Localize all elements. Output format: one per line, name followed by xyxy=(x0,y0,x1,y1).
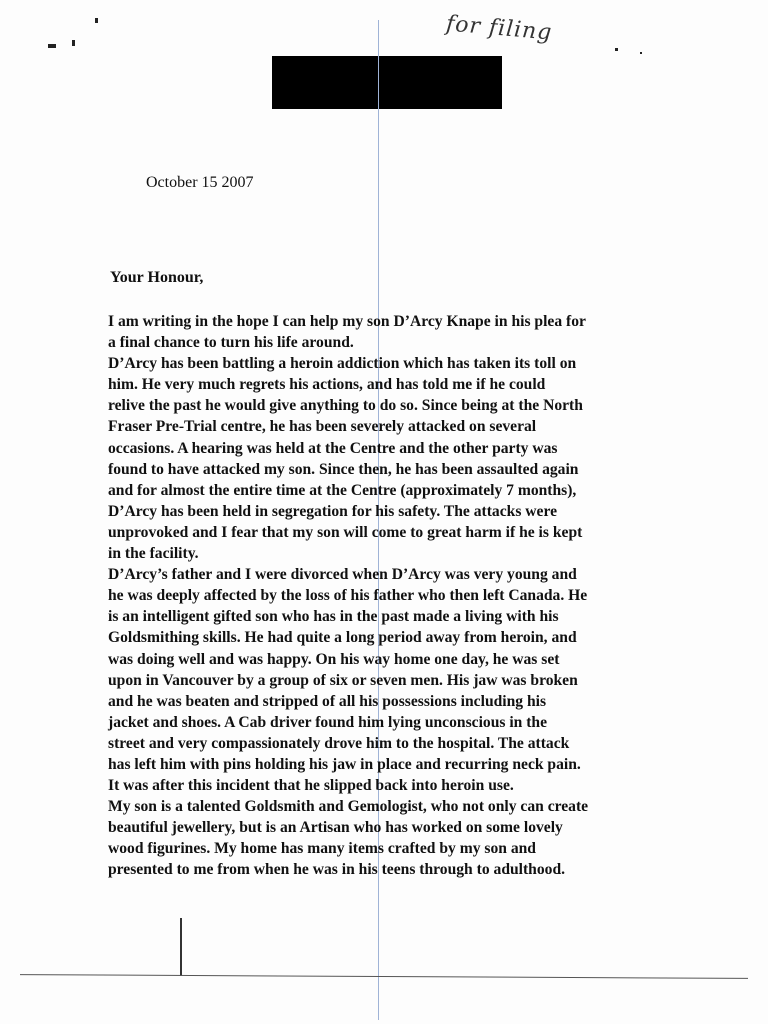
handwritten-note: for filing xyxy=(445,11,554,46)
paragraph: D’Arcy’s father and I were divorced when D’Arcy was very young and he was deeply affected by the loss of his father who then left Canada. He is an intelligent gifted son who has in the past made a living with his Goldsmithing skills. He had quite a long period away from heroin, and was doing well and was happy. On his way home one day, he was set upon in Vancouver by a group of six or seven men. His jaw was broken and he was beaten and stripped of all his possessions including his jacket and shoes. A Cab driver found him lying unconscious in the street and very compassionately drove him to the hospital. The attack has left him with pins holding his jaw in place and recurring neck pain. It was after this incident that he slipped back into heroin use. xyxy=(108,566,588,795)
scan-speck xyxy=(48,44,56,48)
letter-date: October 15 2007 xyxy=(146,174,254,191)
paragraph: My son is a talented Goldsmith and Gemologist, who not only can create beautiful jewellery, but is an Artisan who has worked on some lovely wood figurines. My home has many items crafted by my son and presented to me from when he was in his teens through to adulthood. xyxy=(108,798,589,879)
salutation: Your Honour, xyxy=(110,269,204,286)
paragraph: D’Arcy has been battling a heroin addiction which has taken its toll on him. He very much regrets his actions, and has told me if he could relive the past he would give anything to do so. Since being at the North Fraser Pre-Trial centre, he has been severely attacked on several occasions. A hearing was held at the Centre and the other party was found to have attacked my son. Since then, he has been assaulted again and for almost the entire time at the Centre (approximately 7 months), D’Arcy has been held in segregation for his safety. The attacks were unprovoked and I fear that my son will come to great harm if he is kept in the facility. xyxy=(108,355,583,563)
redaction-block xyxy=(272,56,502,109)
scan-mark xyxy=(180,918,182,976)
scan-speck xyxy=(95,18,98,23)
letter-body xyxy=(108,311,668,881)
page-edge-line xyxy=(20,974,748,979)
scan-speck xyxy=(640,52,642,54)
scan-speck xyxy=(615,48,618,51)
scan-speck xyxy=(72,40,75,46)
paragraph: I am writing in the hope I can help my son D’Arcy Knape in his plea for a final chance to turn his life around. xyxy=(108,313,586,352)
